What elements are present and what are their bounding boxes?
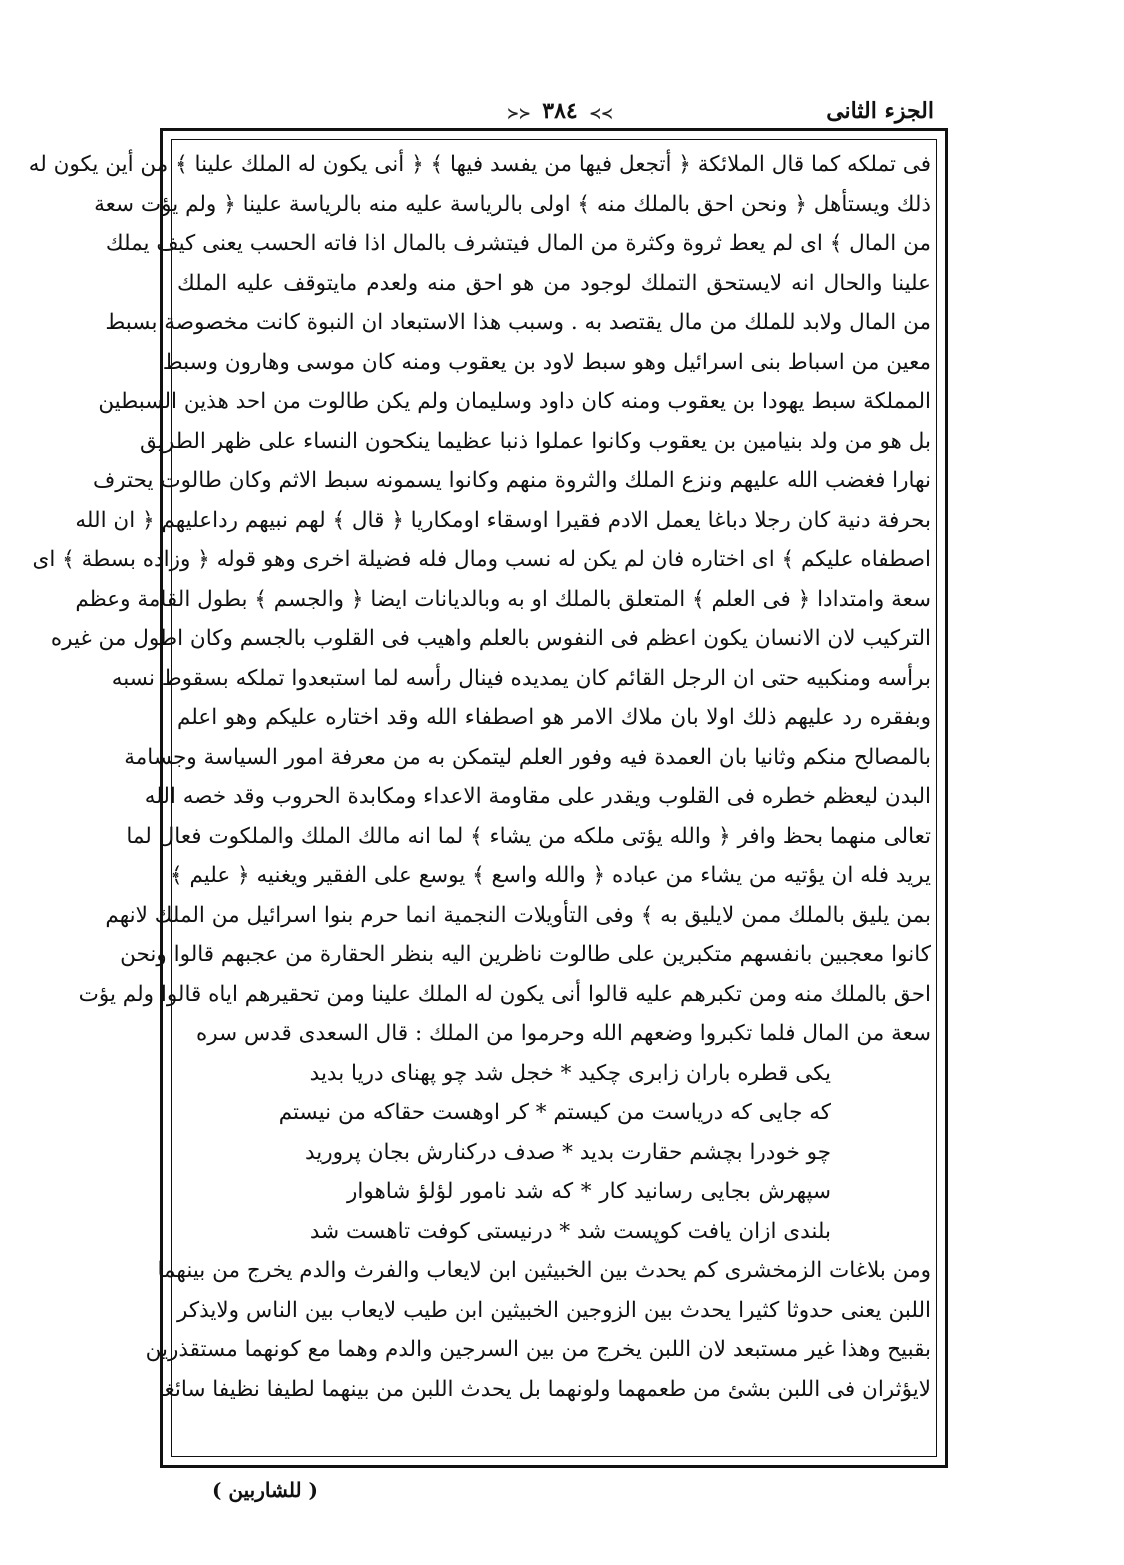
- text-block: [28, 145, 931, 1455]
- verse-line: بلندى ازان يافت كوپست شد * درنيستى كوفت تاهست شد: [309, 1218, 831, 1244]
- body-line: معين من اسباط بنى اسرائيل وهو سبط لاود بن يعقوب ومنه كان موسى وهارون وسبط: [162, 349, 931, 375]
- tail-line: بقبيح وهذا غير مستبعد لان اللبن يخرج من بين السرجين والدم وهما مع كونهما مستقذرين: [145, 1337, 931, 1362]
- text-frame: [28, 128, 948, 1468]
- body-line: بل هو من ولد بنيامين بن يعقوب وكانوا عملوا ذنبا عظيما ينكحون النساء على ظهر الطريق: [139, 428, 931, 454]
- body-line: علينا والحال انه لايستحق التملك لوجود من هو احق منه ولعدم مايتوقف عليه الملك: [177, 270, 931, 296]
- body-line: اصطفاه عليكم ﴾ اى اختاره فان لم يكن له نسب ومال فله فضيلة اخرى وهو قوله ﴿ وزاده بسطة ﴾ اى: [32, 547, 931, 572]
- page-number: [500, 98, 620, 124]
- body-line: احق بالملك منه ومن تكبرهم عليه قالوا أنى يكون له الملك علينا ومن تحقيرهم اياه قالوا ولم يؤت: [78, 981, 931, 1007]
- verse-line: كه جايى كه درياست من كيستم * كر اوهست حقاكه من نيستم: [278, 1100, 831, 1125]
- body-line: من المال ﴾ اى لم يعط ثروة وكثرة من المال فيتشرف بالمال اذا فاته الحسب يعنى كيف يملك: [105, 231, 931, 256]
- body-line: البدن ليعظم خطره فى القلوب ويقدر على مقاومة الاعداء ومكابدة الحروب وقد خصه الله: [144, 784, 931, 809]
- ornament-right: ≻≻: [589, 106, 613, 122]
- running-head: الجزء الثانى: [826, 98, 934, 124]
- body-line: بالمصالح منكم وثانيا بان العمدة فيه وفور العلم ليتمكن به من معرفة امور السياسة وجسامة: [124, 744, 931, 770]
- verse-line: يكى قطره باران زابرى چكيد * خجل شد چو پهناى دريا بديد: [309, 1060, 831, 1086]
- body-line: المملكة سبط يهودا بن يعقوب ومنه كان داود وسليمان ولم يكن طالوت من احد هذين السبطين: [98, 389, 931, 414]
- verse-line: چو خودرا بچشم حقارت بديد * صدف دركنارش بجان پروريد: [305, 1139, 831, 1165]
- body-line: وبفقره رد عليهم ذلك اولا بان ملاك الامر هو اصطفاء الله وقد اختاره عليكم وهو اعلم: [177, 705, 931, 730]
- body-line: سعة من المال فلما تكبروا وضعهم الله وحرموا من الملك : قال السعدى قدس سره: [196, 1021, 931, 1046]
- tail-line: لايؤثران فى اللبن بشئ من طعمهما ولونهما بل يحدث اللبن من بينهما لطيفا نظيفا سائغا: [157, 1376, 931, 1402]
- tail-line: اللبن يعنى حدوثا كثيرا يحدث بين الزوجين الخبيثين ابن طيب لايعاب بين الناس ولايذكر: [177, 1297, 931, 1323]
- catchword: ( للشاربين ): [212, 1478, 318, 1502]
- body-line: بمن يليق بالملك ممن لايليق به ﴾ وفى التأويلات النجمية انما حرم بنوا اسرائيل من الملك لانهم: [105, 902, 931, 928]
- body-line: فى تملكه كما قال الملائكة ﴿ أتجعل فيها من يفسد فيها ﴾ ﴿ أنى يكون له الملك علينا ﴾ من أين يكون له: [28, 152, 931, 177]
- body-line: من المال ولابد للملك من مال يقتصد به . وسبب هذا الاستبعاد ان النبوة كانت مخصوصة بسبط: [105, 310, 931, 335]
- body-line: تعالى منهما بحظ وافر ﴿ والله يؤتى ملكه من يشاء ﴾ لما انه مالك الملك والملكوت فعال لما: [126, 823, 931, 849]
- ornament-left: ≺≺: [507, 106, 531, 122]
- tail-line: ومن بلاغات الزمخشرى كم يحدث بين الخبيثين ابن لايعاب والفرث والدم يخرج من بينهما: [157, 1258, 931, 1283]
- body-line: سعة وامتدادا ﴿ فى العلم ﴾ المتعلق بالملك او به وبالديانات ايضا ﴿ والجسم ﴾ بطول القامة وعظم: [75, 586, 931, 612]
- verse-line: سپهرش بجايى رسانيد كار * كه شد نامور لؤلؤ شاهوار: [347, 1179, 831, 1204]
- persian-verses: [177, 1054, 931, 1252]
- body-line: يريد فله ان يؤتيه من يشاء من عباده ﴿ والله واسع ﴾ يوسع على الفقير ويغنيه ﴿ عليم ﴾: [170, 863, 931, 888]
- page-number-value: ٣٨٤: [542, 98, 578, 124]
- body-line: ذلك ويستأهل ﴿ ونحن احق بالملك منه ﴾ اولى بالرياسة عليه منه بالرياسة علينا ﴿ ولم يؤت سعة: [94, 191, 931, 217]
- body-line: كانوا معجبين بانفسهم متكبرين على طالوت ناظرين اليه بنظر الحقارة من عجبهم قالوا ونحن: [120, 942, 931, 967]
- body-line: نهارا فغضب الله عليهم ونزع الملك والثروة منهم وكانوا يسمونه سبط الاثم وكان طالوت يحترف: [93, 468, 931, 493]
- body-line: بحرفة دنية كان رجلا دباغا يعمل الادم فقيرا اوسقاء اومكاريا ﴿ قال ﴾ لهم نبيهم رداعليهم ﴿ ان الله: [75, 507, 931, 533]
- body-line: برأسه ومنكبيه حتى ان الرجل القائم كان يمديده فينال رأسه لما استبعدوا تملكه بسقوط نسبه: [111, 665, 931, 691]
- body-line: التركيب لان الانسان يكون اعظم فى النفوس بالعلم واهيب فى القلوب بالجسم وكان اطول من غيره: [50, 626, 931, 651]
